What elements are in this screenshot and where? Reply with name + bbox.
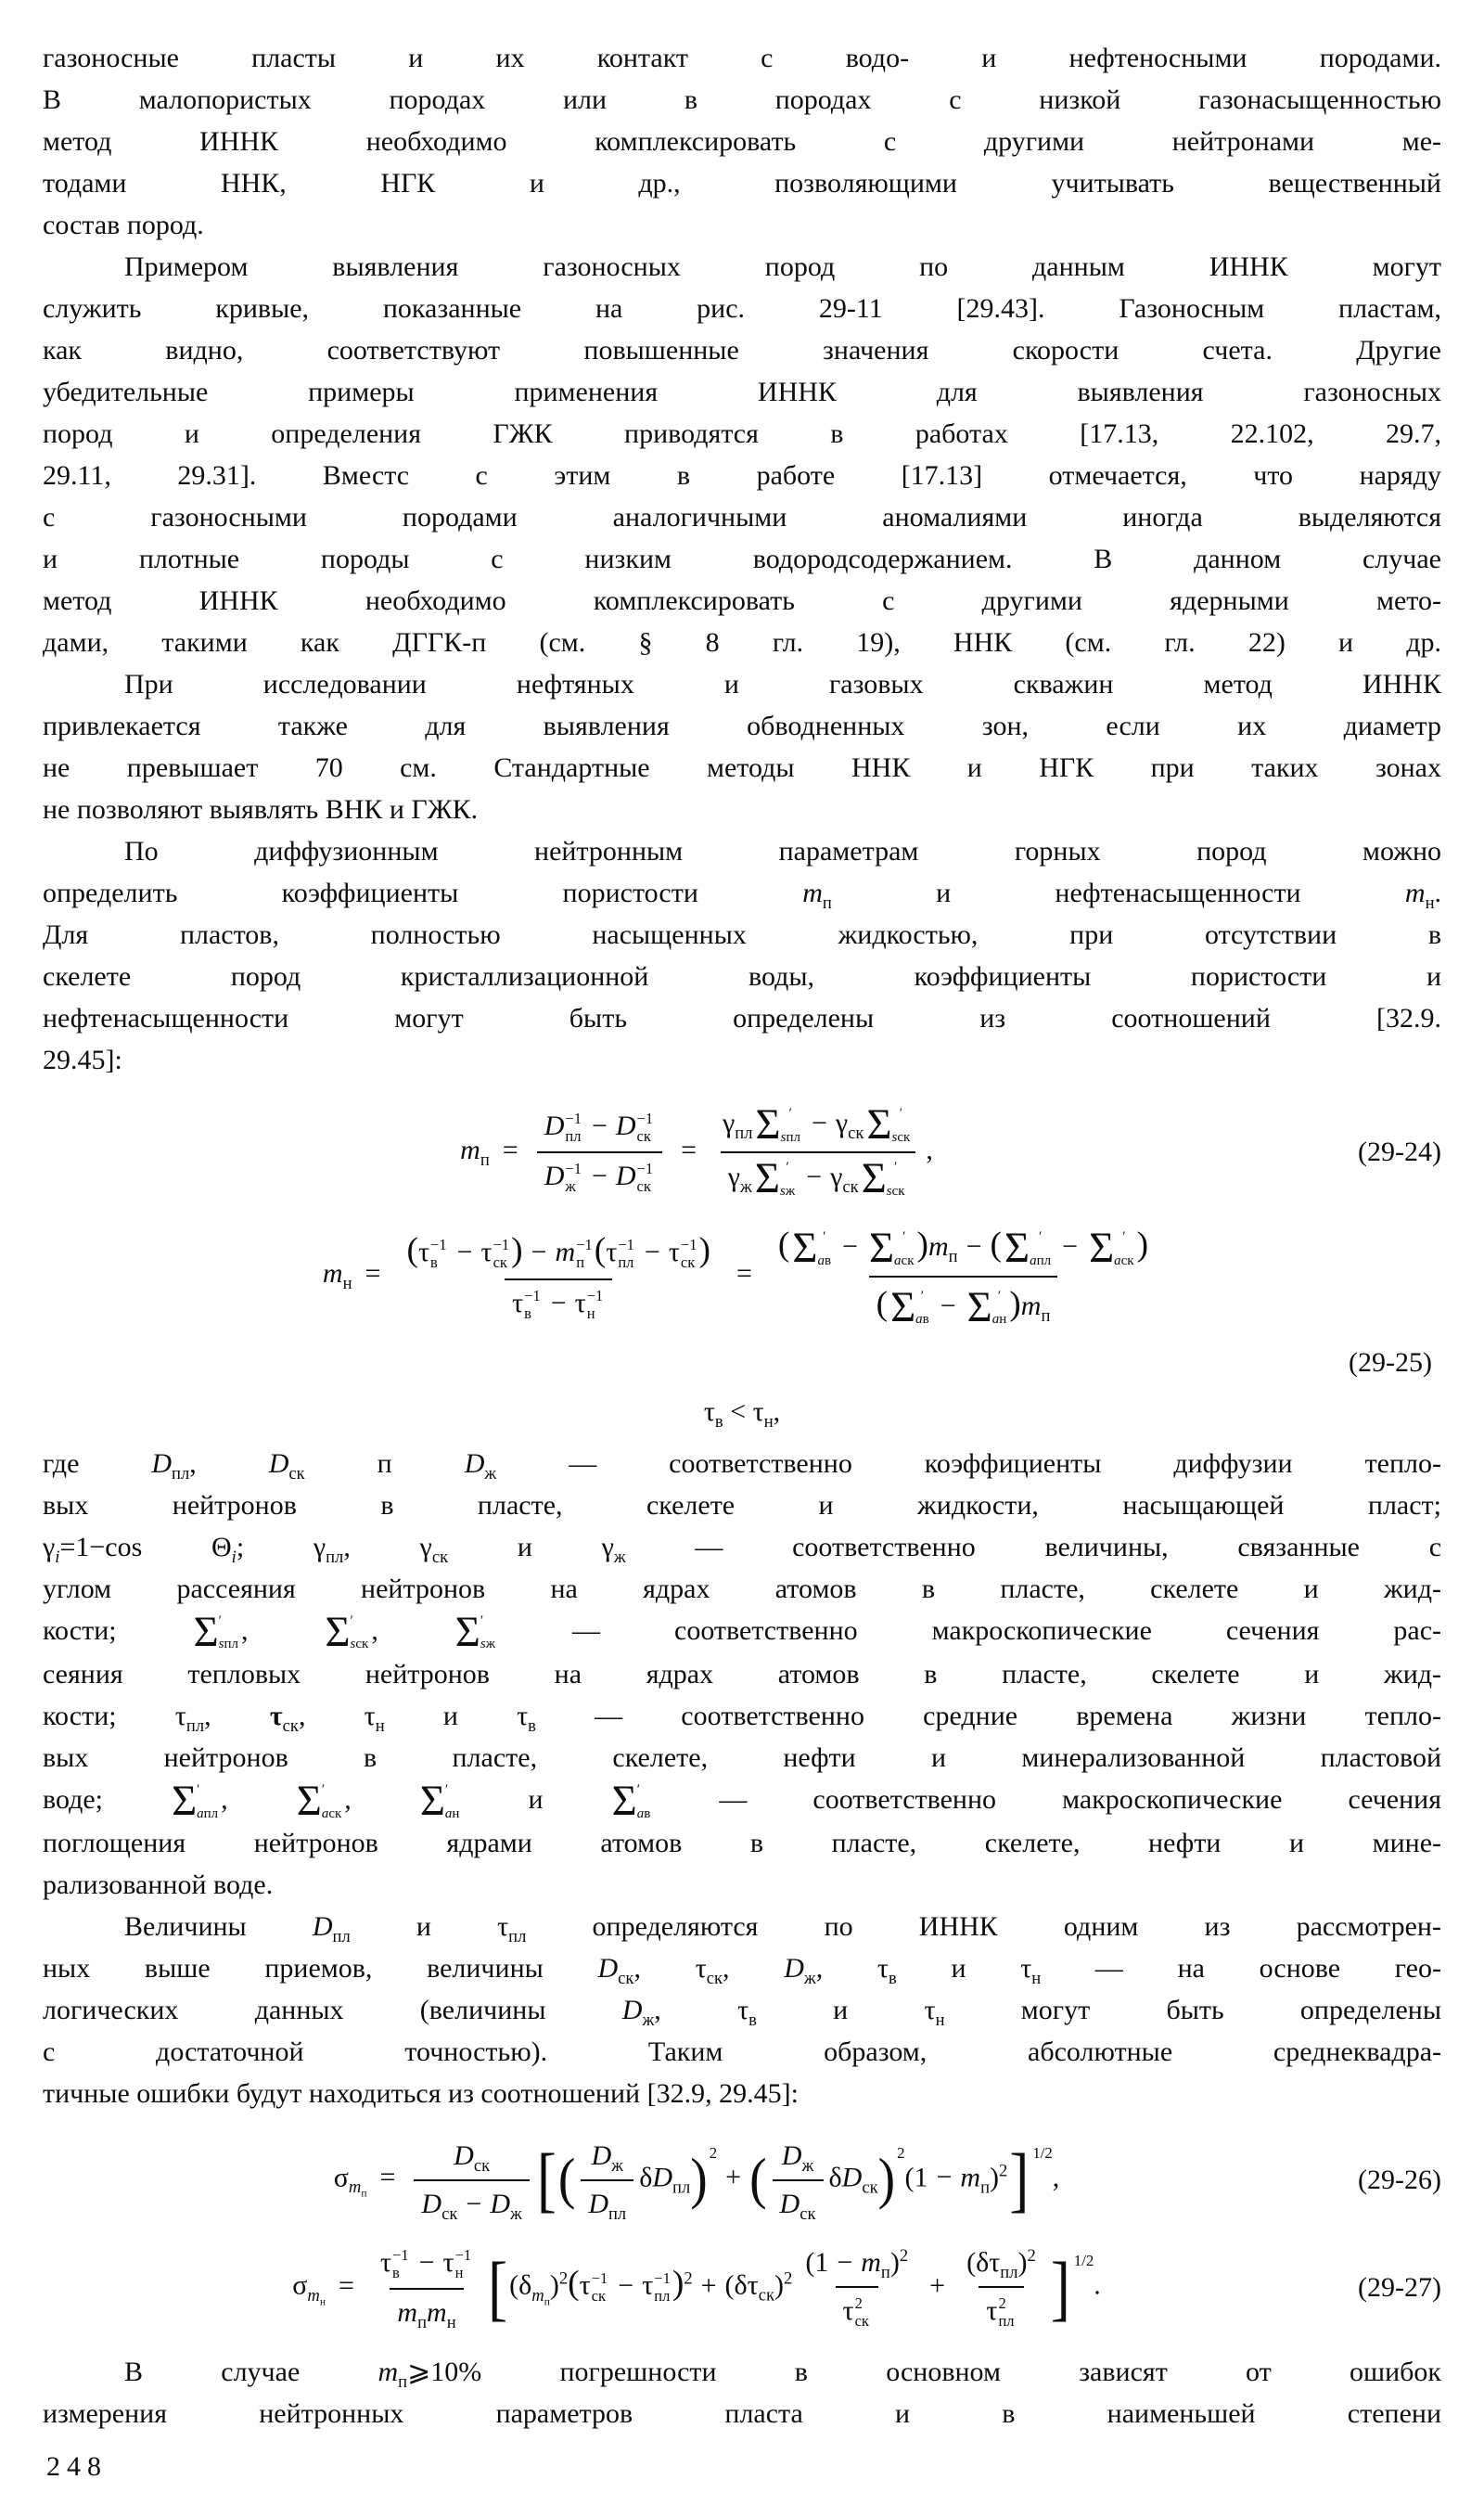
page-number: 248 xyxy=(46,2451,108,2482)
equation-number: (29-27) xyxy=(1358,2272,1441,2304)
equation-number: (29-26) xyxy=(1358,2164,1441,2195)
equation-body: $m_п$ = D −1 пл − D −1 ск D −1 ж − D −1 ск = $\gamma_{пл}$ Σ ′ sпл − $\gamma_{ск}$ Σ ′ sск $\gamma_ж$ Σ ′ sж − $\gamma_{ск}$ Σ ′ sск , xyxy=(460,1101,933,1203)
paragraph-error-case: В случае $m_п⩾10\%$ погрешности в основном зависят от ошибок измерения нейтронных параметров пласта и в наименьшей степени xyxy=(43,2356,1441,2429)
equation-number: (29-25) xyxy=(1349,1346,1432,1378)
equation-body: $m_н$ = (τ −1 в − τ −1 ск ) − m −1 п (τ −1 пл − τ −1 ск ) τ −1 в − τ −1 н = ( Σ ′ aв − Σ ′ aск )$m_п$ − ( Σ ′ aпл − Σ ′ aск ) ( Σ ′ aв − Σ ′ aн )$m_п$ xyxy=(322,1225,1149,1331)
equation-condition: $\tau_в < \tau_н$, xyxy=(703,1396,781,1432)
paragraph-example-innk: Примером выявления газоносных пород по данным ИННК могут служить кривые, показанные на рис. 29-11 [29.43]. Газоносным пластам, как видно, соответствуют повышенные значения скорости счета. Другие убедительные примеры применения ИННК для выявления газоносных пород и определения ГЖК приводятся в работах [17.13, 22.102, 29.7, 29.11, 29.31]. Вместс с этим в работе [17.13] отмечается, что наряду с газоносными породами аналогичными аномалиями иногда выделяются и плотные породы с низким водородсодержанием. В данном случае метод ИННК необходимо комплексировать с другими ядерными мето- дами, такими как ДГГК-п (см. § 8 гл. 19), ННК (см. гл. 22) и др. xyxy=(43,251,1441,658)
paragraph-gas-layers: газоносные пласты и их контакт с водо- и нефтеносными породами. В малопористых породах или в породах с низкой газонасыщенностью метод ИННК необходимо комплексировать с другими нейтронами ме- тодами ННК, НГК и др., позволяющими учитывать вещественный состав пород. xyxy=(43,43,1441,240)
equation-number: (29-24) xyxy=(1358,1137,1441,1168)
equation-29-27 xyxy=(43,2245,1441,2331)
equation-29-25 xyxy=(43,1224,1441,1432)
paragraph-diffusion-params: По диффузионным нейтронным параметрам горных пород можно определить коэффициенты пористости $m_п$ и нефтенасыщенности $m_н$. Для пластов, полностью насыщенных жидкостью, при отсутствии в скелете пород кристаллизационной воды, коэффициенты пористости и нефтенасыщенности могут быть определены из соотношений [32.9. 29.45]: xyxy=(43,836,1442,1075)
equation-29-26 xyxy=(43,2139,1441,2224)
equation-29-24 xyxy=(43,1101,1441,1203)
paragraph-well-research: При исследовании нефтяных и газовых скважин метод ИННК привлекается также для выявления обводненных зон, если их диаметр не превышает 70 см. Стандартные методы ННК и НГК при таких зонах не позволяют выявлять ВНК и ГЖК. xyxy=(43,669,1441,825)
equation-body: $\sigma_{m_п}=$ $D_{ск}$ $D_{ск} - D_ж$ [( $D_ж$ $D_{пл}$ $\delta D_{пл}$) $^2$+ ( $D_ж$ $D_{ск}$ $\delta D_{ск}$) $^2(1 - m_п)^2$] $^{1/2}$, xyxy=(333,2139,1060,2224)
paragraph-values-determination: Величины $D_{пл}$ и $\tau_{пл}$ определяются по ИННК одним из рассмотрен- ных выше приемов, величины $D_{ск}$, $\tau_{ск}$, $D_ж$, $\tau_в$ и $\tau_н$ — на основе гео- логических данных (величины $D_ж$, $\tau_в$ и $\tau_н$ могут быть определены с достаточной точностью). Таким образом, абсолютные среднеквадра- тичные ошибки будут находиться из соотношений [32.9, 29.45]: xyxy=(43,1911,1441,2110)
equation-body: $\sigma_{m_н}=$ τ −1 в − τ −1 н $m_пm_н$ [$(\delta_{m_п})^2(\tau$ −1 ск − τ −1 пл )$^2 + (\delta\tau_{ск})^2$ $(1 - m_п)^2$ τ 2 ск + $(\delta\tau_{пл})^2$ τ 2 пл ] $^{1/2}$. xyxy=(292,2246,1101,2333)
paragraph-where-definitions: где $D_{пл}$, $D_{ск}$ п $D_ж$ — соответственно коэффициенты диффузии тепло- вых нейтронов в пласте, скелете и жидкости, насыщающей пласт; $\gamma_i=1-\cos$ $\Theta_i$; $\gamma_{пл}$, $\gamma_{ск}$ и $\gamma_ж$ — соответственно величины, связанные с углом рассеяния нейтронов на ядрах атомов в пласте, скелете и жид- кости; Σ ′ sпл , Σ ′ sск , Σ ′ sж — соответственно макроскопические сечения рас- сеяния тепловых нейтронов на ядрах атомов в пласте, скелете и жид- кости; $\tau_{пл}$, $\tau_{ск}$, $\tau_н$ и $\tau_в$ — соответственно средние времена жизни тепло- вых нейтронов в пласте, скелете, нефти и минерализованной пластовой воде; Σ ′ aпл , Σ ′ aск , Σ ′ aн и Σ ′ aв — соответственно макроскопические сечения поглощения нейтронов ядрами атомов в пласте, скелете, нефти и мине- рализованной воде. xyxy=(43,1447,1442,1901)
